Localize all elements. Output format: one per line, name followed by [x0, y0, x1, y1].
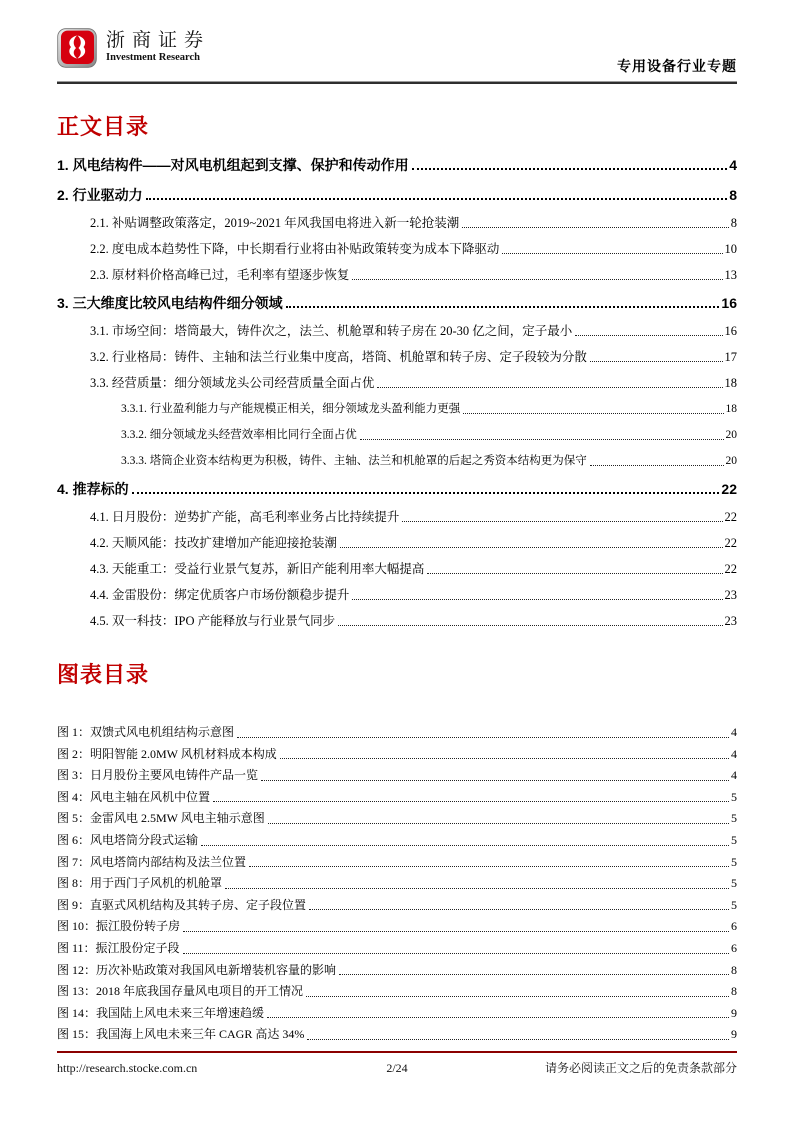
dot-leader	[286, 306, 720, 308]
toc-entry-page: 17	[724, 350, 737, 364]
toc-entry-page: 8	[730, 216, 737, 230]
toc-entry-page: 22	[724, 536, 737, 550]
brand-text	[106, 31, 210, 64]
figure-entry-text: 图 12：历次补贴政策对我国风电新增装机容量的影响	[57, 962, 337, 977]
toc-entry[interactable]	[57, 556, 737, 582]
toc-entry-page: 22	[724, 562, 737, 576]
figure-entry-page: 5	[731, 876, 737, 891]
dot-leader	[402, 521, 722, 522]
toc-title: 正文目录	[57, 114, 150, 139]
dot-leader	[502, 253, 722, 254]
dot-leader	[590, 361, 723, 362]
toc-entry-page: 10	[724, 242, 737, 256]
toc-entry-text: 4.5. 双一科技：IPO 产能释放与行业景气同步	[90, 614, 336, 628]
toc-entry[interactable]	[57, 530, 737, 556]
dot-leader	[309, 909, 729, 910]
toc-entry-text: 2. 行业驱动力	[57, 187, 143, 203]
dot-leader	[225, 888, 729, 889]
figure-entry-page: 4	[731, 725, 737, 739]
figure-entry-text: 图 7：风电塔筒内部结构及法兰位置	[57, 854, 247, 869]
toc-entry-text: 1. 风电结构件——对风电机组起到支撑、保护和传动作用	[57, 157, 409, 173]
toc-entry-text: 3.3.3. 塔筒企业资本结构更为积极，铸件、主轴、法兰和机舱罩的后起之秀资本结构更为保守	[121, 455, 587, 467]
toc-entry[interactable]	[57, 288, 737, 318]
page-header	[57, 26, 737, 78]
figure-entry[interactable]	[57, 873, 737, 895]
figure-entry-page: 5	[731, 811, 737, 826]
figure-entry[interactable]	[57, 830, 737, 852]
figure-entry-page: 5	[731, 789, 737, 804]
toc-entry-page: 18	[725, 403, 737, 415]
toc-entry[interactable]	[57, 236, 737, 262]
dot-leader	[340, 547, 723, 548]
figure-entry-text: 图 13：2018 年底我国存量风电项目的开工情况	[57, 984, 304, 999]
toc-entry-page: 22	[721, 481, 737, 497]
toc-entry-text: 4.1. 日月股份：逆势扩产能，高毛利率业务占比持续提升	[90, 510, 400, 524]
figure-entry-page: 6	[731, 940, 737, 955]
toc-entry-text: 3. 三大维度比较风电结构件细分领域	[57, 295, 283, 311]
figure-entry-text: 图 3：日月股份主要风电铸件产品一览	[57, 768, 259, 783]
figure-entry[interactable]	[57, 744, 737, 766]
toc-entry[interactable]	[57, 210, 737, 236]
dot-leader	[462, 227, 728, 228]
toc-entry[interactable]	[57, 396, 737, 422]
dot-leader	[183, 931, 729, 932]
toc-entry-text: 2.1. 补贴调整政策落定，2019~2021 年风我国电将进入新一轮抢装潮	[90, 216, 460, 230]
dot-leader	[575, 335, 722, 336]
toc-entry-text: 4.4. 金雷股份：绑定优质客户市场份额稳步提升	[90, 588, 350, 602]
toc-entry-text: 4.3. 天能重工：受益行业景气复苏，新旧产能利用率大幅提高	[90, 562, 425, 576]
brand	[57, 28, 210, 68]
dot-leader	[249, 866, 729, 867]
figure-entry[interactable]	[57, 938, 737, 960]
toc-entry-page: 20	[725, 429, 737, 441]
figure-entry[interactable]	[57, 916, 737, 938]
figure-entry-text: 图 10：振江股份转子房	[57, 919, 181, 934]
toc-entry[interactable]	[57, 370, 737, 396]
dot-leader	[412, 168, 728, 170]
page-number: 2/24	[386, 1061, 408, 1075]
toc-entry-text: 3.2. 行业格局：铸件、主轴和法兰行业集中度高，塔筒、机舱罩和转子房、定子段较为分散	[90, 350, 587, 364]
footer-divider	[57, 1051, 737, 1053]
disclaimer-note: 请务必阅读正文之后的免责条款部分	[544, 1061, 737, 1075]
figure-entry-page: 8	[731, 984, 737, 999]
figure-entry[interactable]	[57, 722, 737, 744]
figure-entry[interactable]	[57, 765, 737, 787]
brand-subtitle: Investment Research	[106, 52, 200, 64]
figure-entry[interactable]	[57, 808, 737, 830]
toc-entry-text: 3.1. 市场空间：塔筒最大，铸件次之，法兰、机舱罩和转子房在 20-30 亿之间，定子最小	[90, 324, 573, 338]
toc-entry[interactable]	[57, 608, 737, 634]
dot-leader	[201, 845, 729, 846]
figure-entry-page: 5	[731, 854, 737, 869]
toc-list	[57, 150, 737, 634]
dot-leader	[183, 953, 729, 954]
footer-row	[57, 1059, 737, 1076]
dot-leader	[306, 996, 729, 997]
toc-entry-page: 8	[729, 187, 737, 203]
figure-entry-page: 5	[731, 832, 737, 847]
brand-name: 浙商证券	[106, 30, 211, 52]
figure-entry-text: 图 9：直驱式风机结构及其转子房、定子段位置	[57, 897, 307, 912]
toc-entry[interactable]	[57, 318, 737, 344]
toc-entry-page: 23	[724, 588, 737, 602]
toc-entry-text: 2.3. 原材料价格高峰已过，毛利率有望逐步恢复	[90, 268, 350, 282]
dot-leader	[352, 279, 722, 280]
dot-leader	[590, 465, 724, 466]
dot-leader	[146, 198, 728, 200]
toc-entry[interactable]	[57, 422, 737, 448]
report-category: 专用设备行业专题	[617, 58, 737, 74]
toc-entry[interactable]	[57, 474, 737, 504]
toc-entry-text: 3.3.2. 细分领域龙头经营效率相比同行全面占优	[121, 429, 357, 441]
figure-entry[interactable]	[57, 895, 737, 917]
dot-leader	[261, 780, 729, 781]
figure-entry-text: 图 6：风电塔筒分段式运输	[57, 832, 199, 847]
page-footer	[57, 1051, 737, 1076]
toc-entry-page: 4	[729, 157, 737, 173]
figure-entry-page: 4	[731, 768, 737, 783]
dot-leader	[427, 573, 722, 574]
figure-entry-text: 图 8：用于西门子风机的机舱罩	[57, 876, 223, 891]
zheshang-logo-icon	[57, 28, 97, 68]
toc-entry[interactable]	[57, 504, 737, 530]
figure-entry-page: 4	[731, 746, 737, 761]
toc-entry-page: 22	[724, 510, 737, 524]
figure-entry-text: 图 14：我国陆上风电未来三年增速趋缓	[57, 1005, 265, 1020]
figure-entry[interactable]	[57, 1003, 737, 1025]
dot-leader	[377, 387, 722, 388]
toc-entry[interactable]	[57, 150, 737, 180]
toc-entry[interactable]	[57, 582, 737, 608]
dot-leader	[360, 439, 724, 440]
header-divider	[57, 81, 737, 84]
dot-leader	[338, 625, 722, 626]
figure-entry[interactable]	[57, 787, 737, 809]
figure-entry-text: 图 2：明阳智能 2.0MW 风机材料成本构成	[57, 746, 277, 761]
dot-leader	[307, 1039, 729, 1040]
toc-entry[interactable]	[57, 448, 737, 474]
toc-entry[interactable]	[57, 180, 737, 210]
toc-entry-page: 20	[725, 455, 737, 467]
dot-leader	[463, 413, 723, 414]
toc-entry[interactable]	[57, 344, 737, 370]
figure-entry-text: 图 4：风电主轴在风机中位置	[57, 789, 211, 804]
figure-entry-text: 图 11：振江股份定子段	[57, 940, 180, 955]
dot-leader	[280, 758, 729, 759]
figure-entry-page: 8	[731, 962, 737, 977]
toc-entry-text: 2.2. 度电成本趋势性下降，中长期看行业将由补贴政策转变为成本下降驱动	[90, 242, 500, 256]
toc-entry-page: 16	[721, 295, 737, 311]
toc-entry-text: 3.3.1. 行业盈利能力与产能规模正相关，细分领域龙头盈利能力更强	[121, 403, 461, 415]
toc-entry-page: 13	[724, 268, 737, 282]
figure-entry[interactable]	[57, 852, 737, 874]
toc-entry[interactable]	[57, 262, 737, 288]
figure-entry-text: 图 15：我国海上风电未来三年 CAGR 高达 34%	[57, 1027, 305, 1042]
figure-entry-text: 图 5：金雷风电 2.5MW 风电主轴示意图	[57, 811, 265, 826]
dot-leader	[237, 737, 729, 738]
figure-entry[interactable]	[57, 981, 737, 1003]
dot-leader	[339, 974, 729, 975]
figure-entry[interactable]	[57, 960, 737, 982]
dot-leader	[352, 599, 722, 600]
toc-entry-text: 3.3. 经营质量：细分领域龙头公司经营质量全面占优	[90, 376, 375, 390]
research-site-link[interactable]: http://research.stocke.com.cn	[57, 1061, 198, 1075]
toc-entry-text: 4.2. 天顺风能：技改扩建增加产能迎接抢装潮	[90, 536, 337, 550]
figure-entry-page: 5	[731, 897, 737, 912]
figure-entry-page: 9	[731, 1027, 737, 1042]
toc-entry-page: 18	[724, 376, 737, 390]
toc-entry-page: 23	[724, 614, 737, 628]
dot-leader	[213, 801, 729, 802]
figure-entry-page: 6	[731, 919, 737, 934]
toc-entry-text: 4. 推荐标的	[57, 481, 129, 497]
figure-entry-text: 图 1：双馈式风电机组结构示意图	[57, 725, 235, 739]
figures-title: 图表目录	[57, 662, 150, 687]
figure-entry-page: 9	[731, 1005, 737, 1020]
figure-entry[interactable]	[57, 1024, 737, 1046]
figures-list	[57, 722, 737, 1046]
dot-leader	[267, 1017, 729, 1018]
toc-entry-page: 16	[724, 324, 737, 338]
dot-leader	[132, 492, 720, 494]
dot-leader	[268, 823, 729, 824]
